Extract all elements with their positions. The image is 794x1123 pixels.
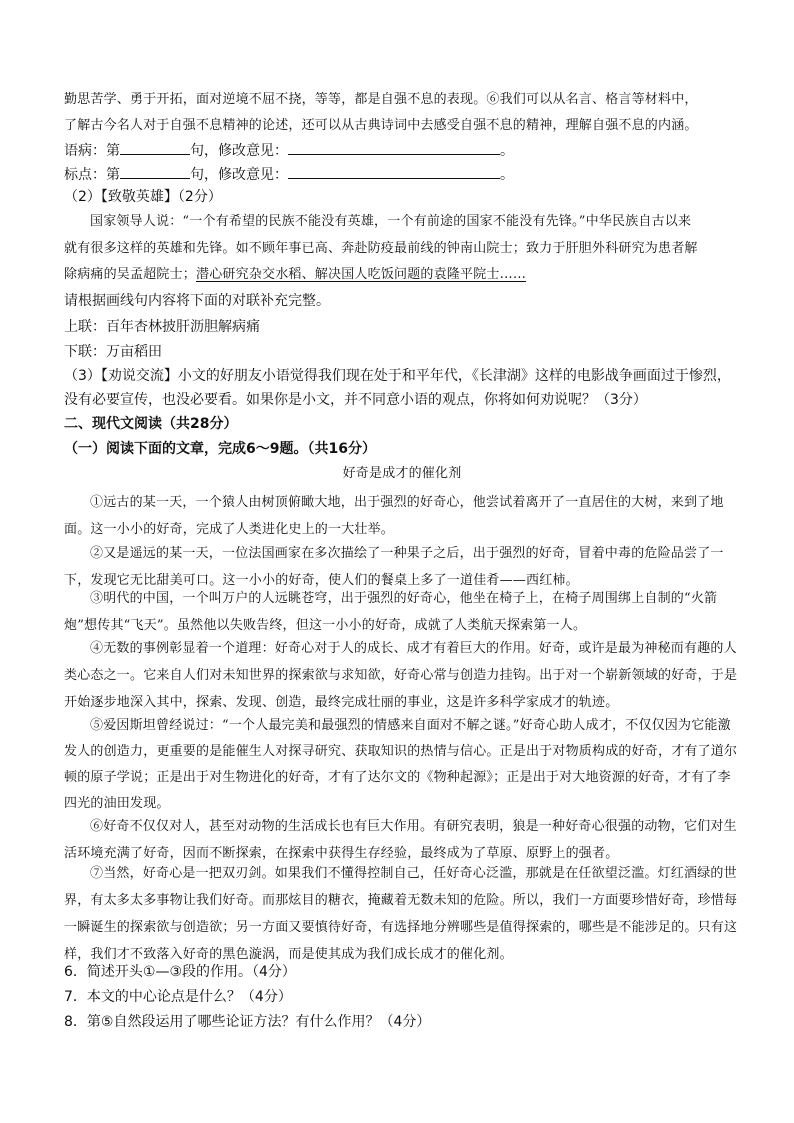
grammar-correction-line — [64, 140, 740, 161]
period: 。 — [500, 143, 514, 159]
article-paragraph: ③明代的中国，一个叫万户的人远眺苍穹，出于强烈的好奇心，他坐在椅子上，在椅子周围绑上自制的“火箭炮”想传其“飞天”。虽然他以失败告终，但这一小小的好奇，成就了人类航天探索第一人。 — [64, 591, 718, 633]
article-paragraph: ⑥好奇不仅仅对人，甚至对动物的生活成长也有巨大作用。有研究表明，狼是一种好奇心很强的动物，它们对生活环境充满了好奇，因而不断探索，在探索中获得生存经验，最终成为了草原、原野上的强者。 — [64, 819, 737, 861]
question-3-line: （3）【劝说交流】小文的好朋友小语觉得我们现在处于和平年代，《长津湖》这样的电影战争画面过于惨烈， — [64, 368, 731, 384]
couplet-upper: 上联：百年杏林披肝沥胆解病痛 — [64, 319, 260, 335]
punctuation-correction-line — [64, 164, 740, 185]
article-paragraph: ⑤爱因斯坦曾经说过：“一个人最完美和最强烈的情感来自面对不解之谜。”好奇心助人成才，不仅仅因为它能激发人的创造力，更重要的是能催生人对探寻研究、获取知识的热情与信心。正是出于对物质构成的好奇，才有了道尔顿的原子学说；正是出于对生物进化的好奇，才有了达尔文的《物种起源》；正是出于对大地资源的好奇，才有了李四光的油田发现。 — [64, 718, 738, 811]
revision-label: 句，修改意见： — [190, 143, 288, 159]
sentence-number-blank[interactable] — [120, 140, 190, 155]
article-paragraph: ④无数的事例彰显着一个道理：好奇心对于人的成长、成才有着巨大的作用。好奇，或许是最为神秘而有趣的人类心态之一。它来自人们对未知世界的探索欲与求知欲，好奇心常与创造力挂钩。出于对一个崭新领域的好奇，于是开始逐步地深入其中，探索、发现、创造，最终完成壮丽的事业，这是许多科学家成才的轨迹。 — [64, 641, 738, 710]
question-7: 7．本文的中心论点是什么？（4分） — [64, 989, 292, 1005]
question-6: 6．简述开头①—③段的作用。（4分） — [64, 964, 296, 980]
revision-label: 句，修改意见： — [190, 167, 288, 183]
couplet-lower: 下联：万亩稻田 — [64, 344, 162, 360]
instruction: 请根据画线句内容将下面的对联补充完整。 — [64, 293, 330, 309]
underlined-sentence: 潜心研究杂交水稻、解决国人吃饭问题的袁隆平院士…… — [196, 267, 527, 282]
question-8: 8．第⑤自然段运用了哪些论证方法？有什么作用？（4分） — [64, 1014, 431, 1030]
revision-blank[interactable] — [288, 140, 500, 155]
article-paragraph: ①远古的某一天，一个猿人由树顶俯瞰大地，出于强烈的好奇心，他尝试着离开了一直居住的大树，来到了地面。这一小小的好奇，完成了人类进化史上的一大壮举。 — [64, 495, 724, 537]
article-title: 好奇是成才的催化剂 — [342, 466, 462, 481]
section-heading: 二、现代文阅读（共28分） — [64, 416, 238, 432]
article-paragraph: ⑦当然，好奇心是一把双刃剑。如果我们不懂得控制自己，任好奇心泛滥，那就是在任欲望泛滥。灯红酒绿的世界，有太多太多事物让我们好奇。而那炫目的糖衣，掩藏着无数未知的危险。所以，我们一方面要珍惜好奇，珍惜每一瞬诞生的探索欲与创造欲；另一方面又要慎待好奇，有选择地分辨哪些是值得探索的，哪些是不能涉足的。只有这样，我们才不致落入好奇的黑色漩涡，而是使其成为我们成长成才的催化剂。 — [64, 866, 738, 962]
paragraph-line: 了解古今名人对于自强不息精神的论述，还可以从古典诗词中去感受自强不息的精神，理解自强不息的内涵。 — [64, 118, 698, 133]
punctuation-label: 标点：第 — [64, 167, 120, 183]
question-2-title: （2）【致敬英雄】（2分） — [64, 189, 222, 205]
grammar-label: 语病：第 — [64, 143, 120, 159]
question-3-line: 没有必要宣传，也没必要看。如果你是小文，并不同意小语的观点，你将如何劝说呢？（3分） — [64, 392, 647, 408]
paragraph-line: 勤思苦学、勇于开拓，面对逆境不屈不挠，等等，都是自强不息的表现。⑥我们可以从名言、格言等材料中， — [64, 92, 698, 107]
revision-blank[interactable] — [288, 164, 500, 179]
paragraph-line: 就有很多这样的英雄和先锋。如不顾年事已高、奔赴防疫最前线的钟南山院士；致力于肝胆外科研究为患者解 — [64, 241, 698, 256]
paragraph-line — [64, 266, 740, 284]
sentence-number-blank[interactable] — [120, 164, 190, 179]
period: 。 — [500, 167, 514, 183]
paragraph-line: 国家领导人说：“一个有希望的民族不能没有英雄，一个有前途的国家不能没有先锋。”中华民族自古以来 — [90, 214, 692, 229]
subsection-heading: （一）阅读下面的文章，完成6～9题。（共16分） — [64, 441, 376, 457]
plain-text: 除病痛的吴孟超院士； — [64, 267, 197, 282]
article-paragraph: ②又是遥远的某一天，一位法国画家在多次描绘了一种果子之后，出于强烈的好奇，冒着中毒的危险品尝了一下，发现它无比甜美可口。这一小小的好奇，使人们的餐桌上多了一道佳肴——西红柿。 — [64, 546, 724, 588]
